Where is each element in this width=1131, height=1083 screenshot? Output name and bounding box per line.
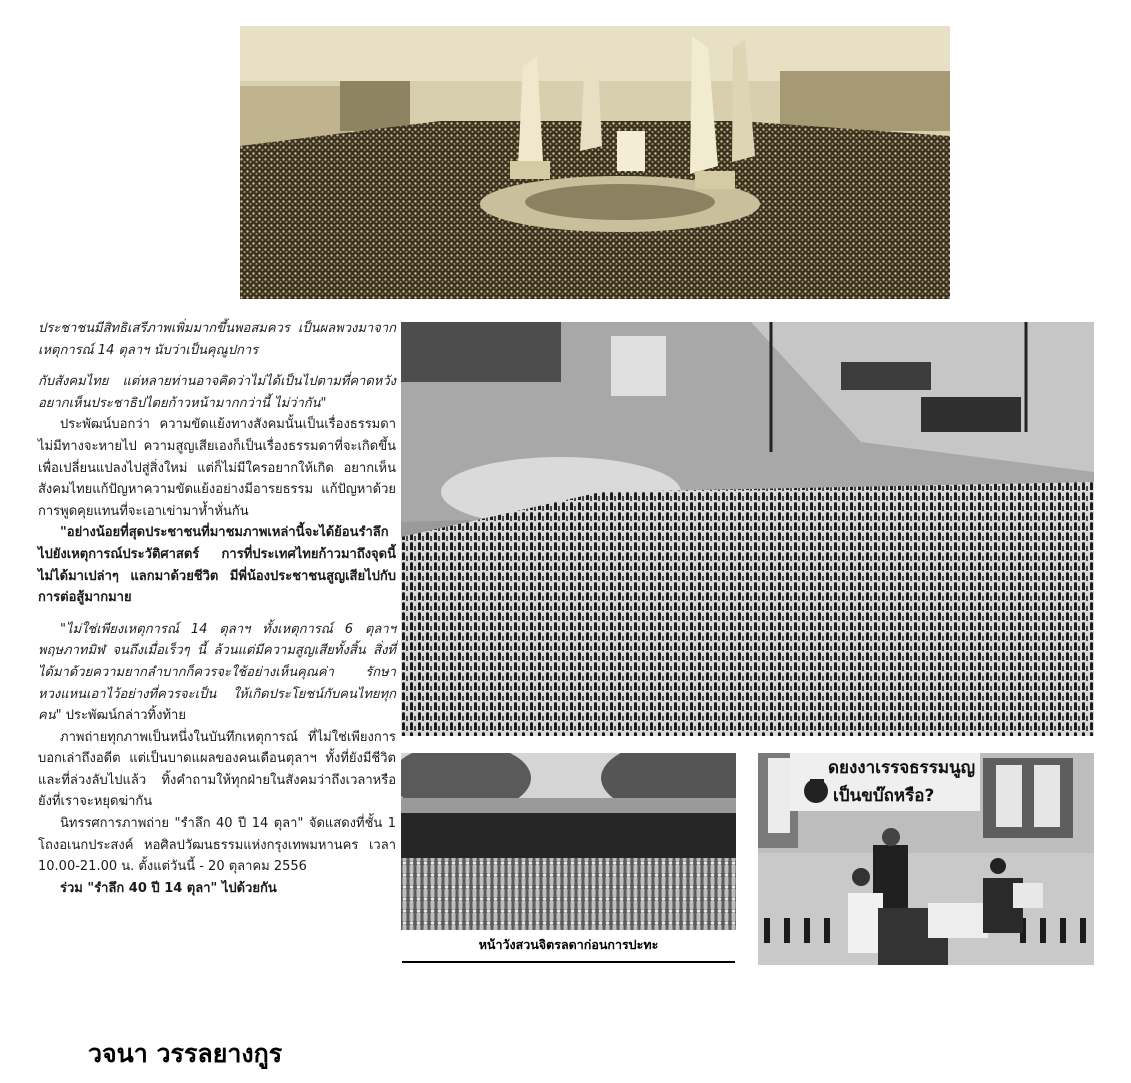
article-paragraph-5-quote: "ไม่ใช่เพียงเหตุการณ์ 14 ตุลาฯ ทั้งเหตุการณ์ 6 ตุลาฯ พฤษภาทมิฬ จนถึงเมื่อเร็วๆ นี้ ล้วนแต่มีความสูญเสียทั้งสิ้น สิ่งที่ได้มาด้วยความยากลำบากก็ควรจะใช้อย่างเห็นคุณค่า รักษาหวงแหนเอาไว้อย่างที่ควรจะเป็น ให้เกิดประโยชน์กับคนไทยทุกคน" bbox=[38, 621, 396, 724]
article-paragraph-1: ประชาชนมีสิทธิเสรีภาพเพิ่มมากขึ้นพอสมควร เป็นผลพวงมาจากเหตุการณ์ 14 ตุลาฯ นับว่าเป็นคุณูปการ bbox=[38, 321, 396, 358]
photo-caption: หน้าวังสวนจิตรลดาก่อนการปะทะ bbox=[402, 935, 735, 963]
article-paragraph-6: ภาพถ่ายทุกภาพเป็นหนึ่งในบันทึกเหตุการณ์ ที่ไม่ใช่เพียงการบอกเล่าถึงอดีต แต่เป็นบาดแผลของคนเดือนตุลาฯ ทั้งที่ยังมีชีวิตและที่ล่วงลับไปแล้ว ทิ้งคำถามให้ทุกฝ่ายในสังคมว่าถึงเวลาหรือยังที่เราจะหยุดฆ่ากัน bbox=[38, 729, 396, 810]
article-paragraph-5 bbox=[38, 619, 396, 727]
article-text bbox=[38, 318, 396, 899]
article-paragraph-4: "อย่างน้อยที่สุดประชาชนที่มาชมภาพเหล่านี้จะได้ย้อนรำลึกไปยังเหตุการณ์ประวัติศาสตร์ การที่ประเทศไทยก้าวมาถึงจุดนี้ ไม่ได้มาเปล่าๆ แลกมาด้วยชีวิต มีพี่น้องประชาชนสูญเสียไปกับการต่อสู้มากมาย bbox=[38, 525, 396, 606]
article-paragraph-2: กับสังคมไทย แต่หลายท่านอาจคิดว่าไม่ได้เป็นไปตามที่คาดหวัง อยากเห็นประชาธิปไตยก้าวหน้ามากกว่านี้ ไม่ว่ากัน" bbox=[38, 374, 396, 411]
street-clash-photo bbox=[401, 322, 1094, 736]
article-paragraph-8: ร่วม "รำลึก 40 ปี 14 ตุลา" ไปด้วยกัน bbox=[60, 880, 277, 896]
article-paragraph-3: ประพัฒน์บอกว่า ความขัดแย้งทางสังคมนั้นเป็นเรื่องธรรมดาไม่มีทางจะหายไป ความสูญเสียเองก็เป็นเรื่องธรรมดาที่จะเกิดขึ้นเพื่อเปลี่ยนแปลงไปสู่สิ่งใหม่ แต่ก็ไม่มีใครอยากให้เกิด อยากเห็นสังคมไทยแก้ปัญหาความขัดแย้งอย่างมีอารยธรรม แก้ปัญหาด้วยการพูดคุยแทนที่จะเอาเข่ามาห้ำหั่นกัน bbox=[38, 417, 396, 519]
sign-text-line1: ดยงงาเรรจธรรมนูญ bbox=[828, 758, 976, 778]
article-paragraph-5-tail: ประพัฒน์กล่าวทิ้งท้าย bbox=[65, 708, 186, 724]
author-byline: วจนา วรรลยางกูร bbox=[88, 1039, 283, 1068]
protest-sign-photo bbox=[758, 753, 1094, 965]
sign-text-line2: เป็นขบ๊ถหรือ? bbox=[833, 786, 935, 806]
article-paragraph-7: นิทรรศการภาพถ่าย "รำลึก 40 ปี 14 ตุลา" จัดแสดงที่ชั้น 1 โถงอเนกประสงค์ หอศิลปวัฒนธรรมแห่งกรุงเทพมหานคร เวลา 10.00-21.00 น. ตั้งแต่วันนี้ - 20 ตุลาคม 2556 bbox=[38, 816, 396, 875]
palace-front-photo bbox=[401, 753, 736, 930]
monument-crowd-photo bbox=[240, 26, 950, 299]
